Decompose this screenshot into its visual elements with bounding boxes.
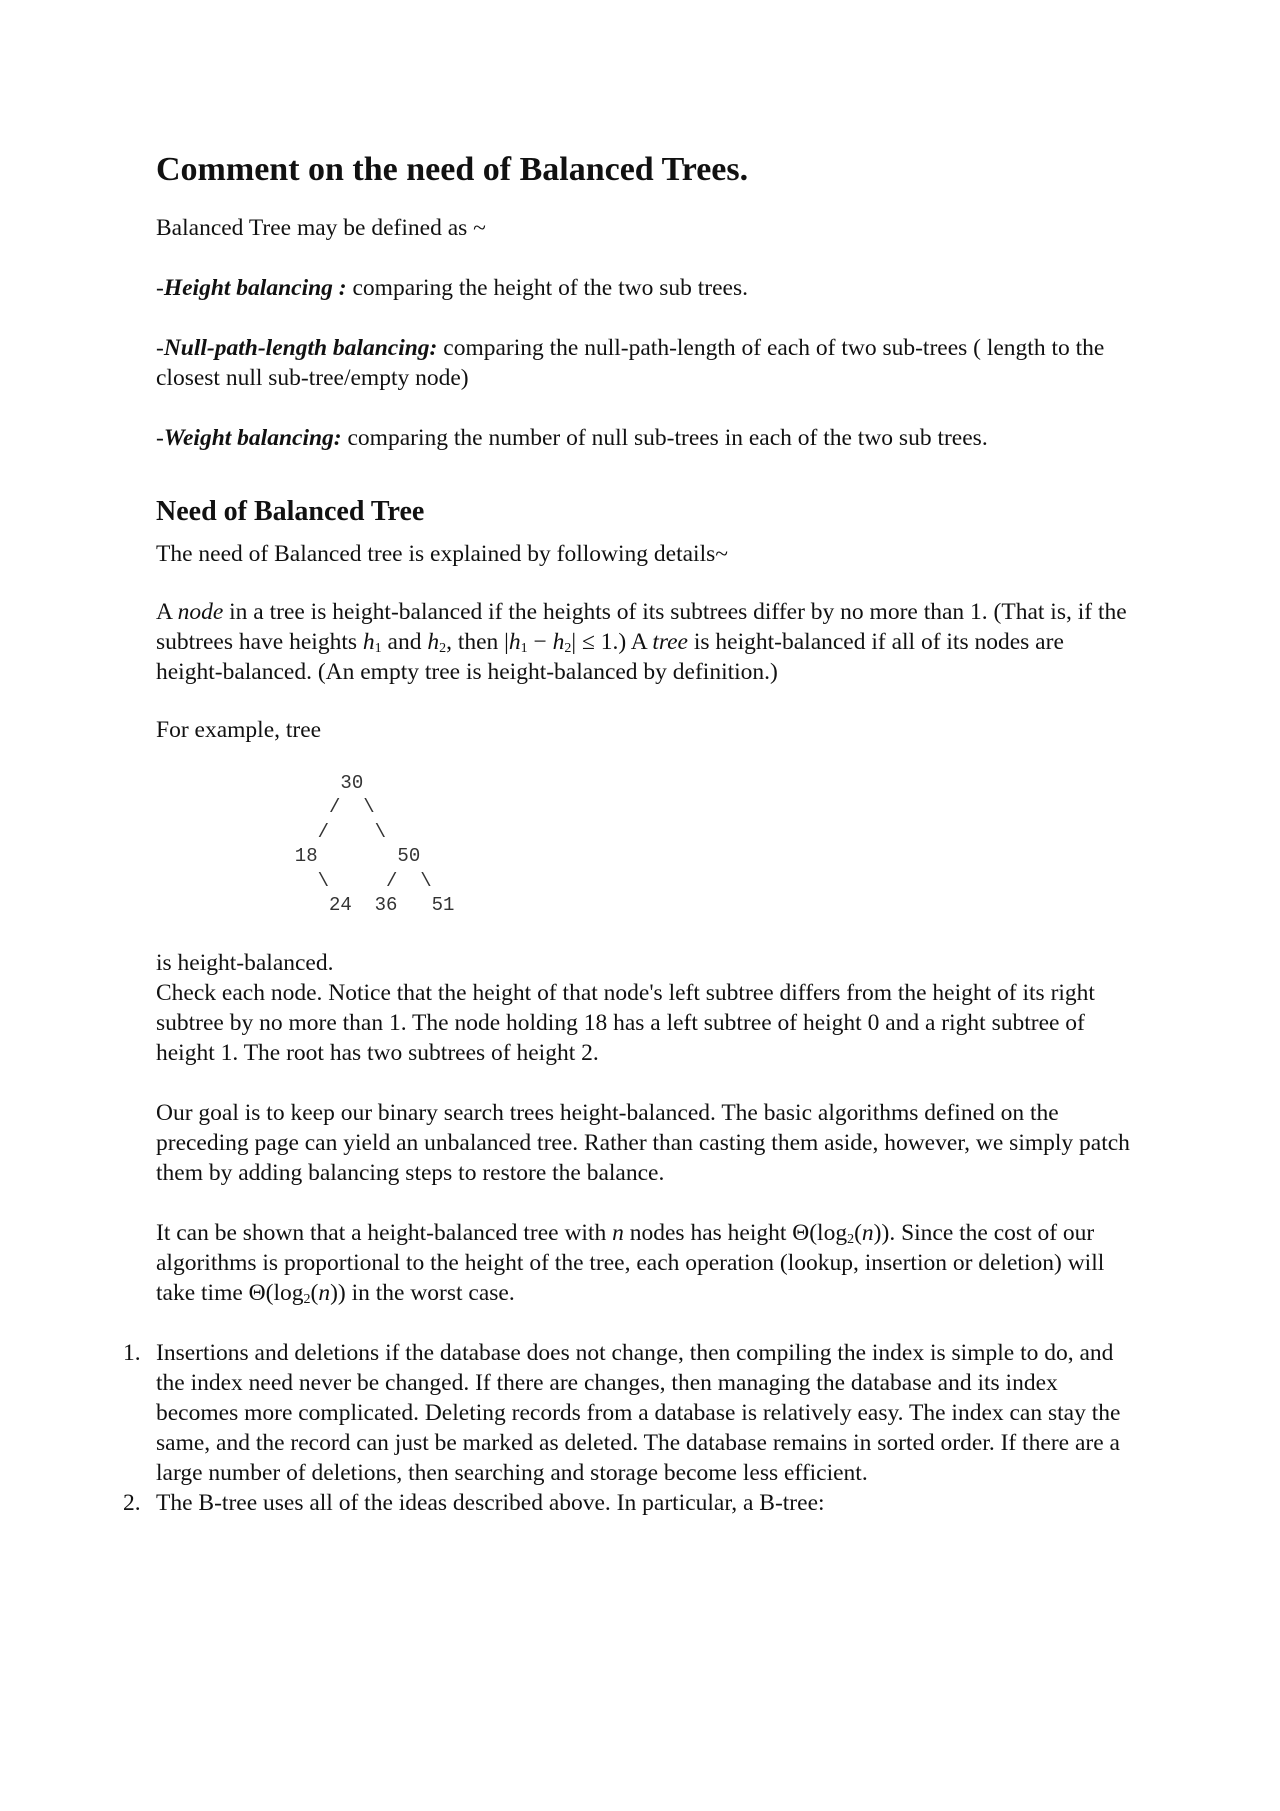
definition-weight: -Weight balancing: comparing the number of null sub-trees in each of the two sub trees. [156,425,988,452]
tree-line: 24 36 51 [272,894,455,917]
section-intro: The need of Balanced tree is explained by following details~ [156,540,728,567]
numbered-list [123,1338,1136,1518]
tree-line: / \ [272,796,375,819]
definition-text: comparing the null-path-length of each of two sub-trees ( length to the closest null sub-tree/empty node) [156,335,1105,392]
definition-term: Weight balancing: [163,425,342,452]
tree-line: / \ [272,820,387,843]
intro-paragraph: Balanced Tree may be defined as ~ [156,215,486,242]
tree-line: 30 [272,771,364,794]
section-title: Need of Balanced Tree [156,496,425,528]
paragraph-node-definition: A node in a tree is height-balanced if the heights of its subtrees differ by no more than 1. (That is, if the subtrees have heights $h_1$ and $h_2$, then $|h_1 - h_2| \le 1$.) A tree is height-balanced if all of its nodes are height-balanced. (An empty tree is height-balanced by definition.) [156,598,1127,685]
paragraph-goal: Our goal is to keep our binary search trees height-balanced. The basic algorithms defined on the preceding page can yield an unbalanced tree. Rather than casting them aside, however, we simply patch them by adding balancing steps to restore the balance. [156,1099,1130,1186]
tree-line: 18 50 [272,845,421,868]
page-title: Comment on the need of Balanced Trees. [156,151,749,188]
paragraph-height-balanced: is height-balanced. [156,949,334,976]
tree-line: \ / \ [272,869,432,892]
definition-term: Null-path-length balancing: [163,335,438,362]
definition-term: Height balancing : [163,275,347,302]
definition-null-path: -Null-path-length balancing: comparing the null-path-length of each of two sub-trees ( length to the closest null sub-tree/empty node) [156,335,1105,392]
definition-text: comparing the number of null sub-trees in each of the two sub trees. [341,425,988,452]
tree-diagram [272,771,1136,918]
paragraph-check-nodes: Check each node. Notice that the height of that node's left subtree differs from the height of its right subtree by no more than 1. The node holding 18 has a left subtree of height 0 and a right subtree of height 1. The root has two subtrees of height 2. [156,979,1095,1066]
list-item [123,1338,1136,1488]
definition-text: comparing the height of the two sub trees. [346,275,748,302]
document-page [123,150,1136,1518]
list-number: 2. [123,1489,141,1516]
list-number: 1. [123,1339,141,1366]
paragraph-cost: It can be shown that a height-balanced tree with n nodes has height $\Theta(\log_2(n))$. Since the cost of our algorithms is proportional to the height of the tree, each operation (lookup, insertion or deletion) will take time $\Theta(\log_2(n))$ in the worst case. [156,1219,1105,1307]
list-item-text: The B-tree uses all of the ideas described above. In particular, a B-tree: [156,1489,825,1516]
definition-height: -Height balancing : comparing the height of the two sub trees. [156,275,748,302]
list-item-text: Insertions and deletions if the database does not change, then compiling the index is simple to do, and the index need never be changed. If there are changes, then managing the database and its index becomes more complicated. Deleting records from a database is relatively easy. The index can stay the same, and the record can just be marked as deleted. The database remains in sorted order. If there are a large number of deletions, then searching and storage become less efficient. [156,1339,1121,1486]
list-item [123,1488,1136,1518]
example-intro: For example, tree [156,716,322,743]
